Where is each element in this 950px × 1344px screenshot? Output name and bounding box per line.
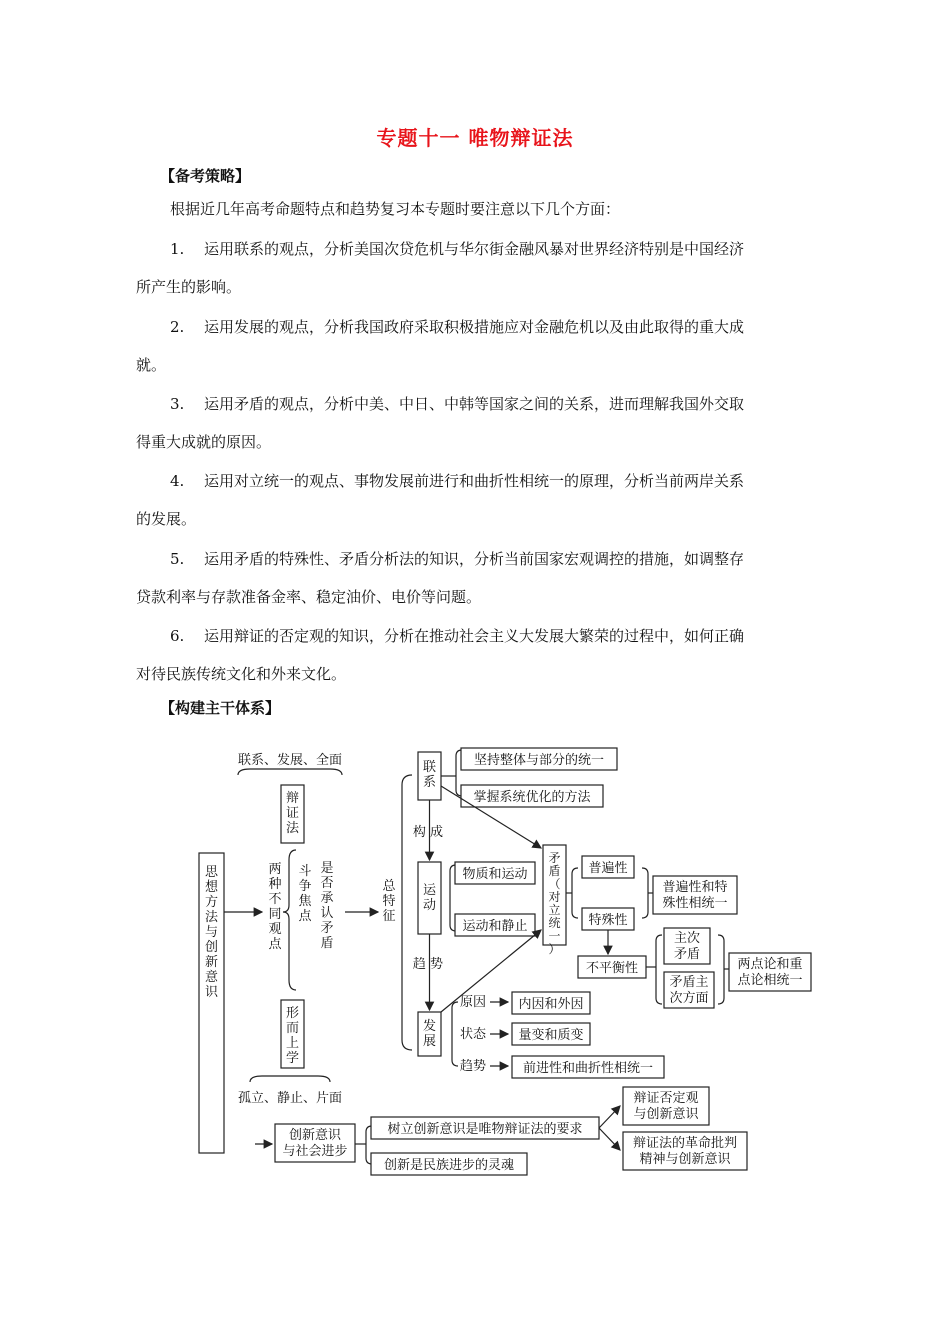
list-item-continuation: 就。	[136, 356, 167, 374]
lianxi-a-text: 坚持整体与部分的统一	[473, 753, 605, 768]
qushi-text: 趋 势	[412, 957, 444, 972]
dialectics-text: 辩证法	[285, 791, 300, 836]
innov-a-text: 树立创新意识是唯物辩证法的要求	[387, 1122, 583, 1137]
list-item-number: 5.	[170, 550, 185, 568]
innov-b-text: 创新是民族进步的灵魂	[383, 1158, 515, 1173]
main-aspect-text: 矛盾主次方面	[669, 975, 709, 1006]
critical-text: 辩证法的革命批判精神与创新意识	[632, 1136, 738, 1167]
yundong-b-text: 运动和静止	[462, 919, 528, 934]
contradiction-text: 矛盾（对立统一）	[548, 851, 561, 956]
page-title: 专题十一 唯物辩证法	[376, 126, 574, 150]
list-item-text: 运用发展的观点，分析我国政府采取积极措施应对金融危机以及由此取得的重大成	[204, 318, 745, 336]
general-text: 总特征	[382, 879, 396, 924]
list-item-continuation: 贷款利率与存款准备金率、稳定油价、电价等问题。	[136, 588, 482, 606]
cause-text: 原因	[459, 995, 487, 1010]
trend-r-text: 前进性和曲折性相统一	[522, 1061, 654, 1076]
list-item-number: 1.	[170, 240, 185, 258]
focus-text: 斗争焦点	[298, 864, 312, 924]
lianxi-text: 联系	[422, 760, 437, 790]
list-item-continuation: 的发展。	[136, 510, 197, 528]
list-item-text: 运用辩证的否定观的知识，分析在推动社会主义大发展大繁荣的过程中，如何正确	[204, 627, 745, 645]
list-item-continuation: 对待民族传统文化和外来文化。	[136, 665, 347, 683]
list-item-number: 4.	[170, 472, 185, 490]
innovation-text: 创新意识与社会进步	[282, 1128, 348, 1159]
imbalance-text: 不平衡性	[585, 961, 639, 976]
yundong-a-text: 物质和运动	[462, 867, 528, 882]
list-item-text: 运用矛盾的观点，分析中美、中日、中韩等国家之间的关系，进而理解我国外交取	[204, 395, 745, 413]
section-heading-framework: 【构建主干体系】	[160, 699, 281, 717]
lianxi-b-text: 掌握系统优化的方法	[473, 790, 591, 805]
two-point-text: 两点论和重点论相统一	[737, 957, 803, 988]
list-item-continuation: 得重大成就的原因。	[136, 433, 272, 451]
list-item-text: 运用矛盾的特殊性、矛盾分析法的知识，分析当前国家宏观调控的措施，如调整存	[204, 550, 745, 568]
bottom-label: 孤立、静止、片面	[237, 1091, 343, 1106]
trend-text: 趋势	[459, 1059, 487, 1074]
fazhan-text: 发展	[422, 1019, 437, 1049]
state-r-text: 量变和质变	[518, 1028, 584, 1043]
state-text: 状态	[459, 1027, 487, 1042]
yundong-text: 运动	[422, 883, 437, 913]
root-text: 思想方法与创新意识	[204, 865, 219, 1000]
list-item-number: 2.	[170, 318, 185, 336]
top-label: 联系、发展、全面	[237, 753, 343, 768]
list-item-number: 6.	[170, 627, 185, 645]
list-item-continuation: 所产生的影响。	[136, 278, 242, 296]
section-heading-strategy: 【备考策略】	[160, 167, 251, 185]
universality-text: 普遍性	[588, 861, 628, 876]
cause-r-text: 内因和外因	[518, 997, 584, 1012]
particularity-text: 特殊性	[588, 913, 628, 928]
unity-up-text: 普遍性和特殊性相统一	[662, 880, 728, 911]
list-item-text: 运用联系的观点，分析美国次贷危机与华尔街金融风暴对世界经济特别是中国经济	[204, 240, 745, 258]
neg-text: 辩证否定观与创新意识	[633, 1091, 699, 1122]
metaphysics-text: 形而上学	[285, 1006, 300, 1066]
two-views-text: 两种不同观点	[268, 862, 282, 952]
question-text: 是否承认矛盾	[320, 861, 334, 951]
list-item-text: 运用对立统一的观点、事物发展前进行和曲折性相统一的原理，分析当前两岸关系	[204, 472, 745, 490]
goucheng-text: 构 成	[412, 825, 444, 840]
intro-text: 根据近几年高考命题特点和趋势复习本专题时要注意以下几个方面：	[170, 200, 621, 218]
list-item-number: 3.	[170, 395, 185, 413]
main-contra-text: 主次矛盾	[673, 931, 701, 962]
